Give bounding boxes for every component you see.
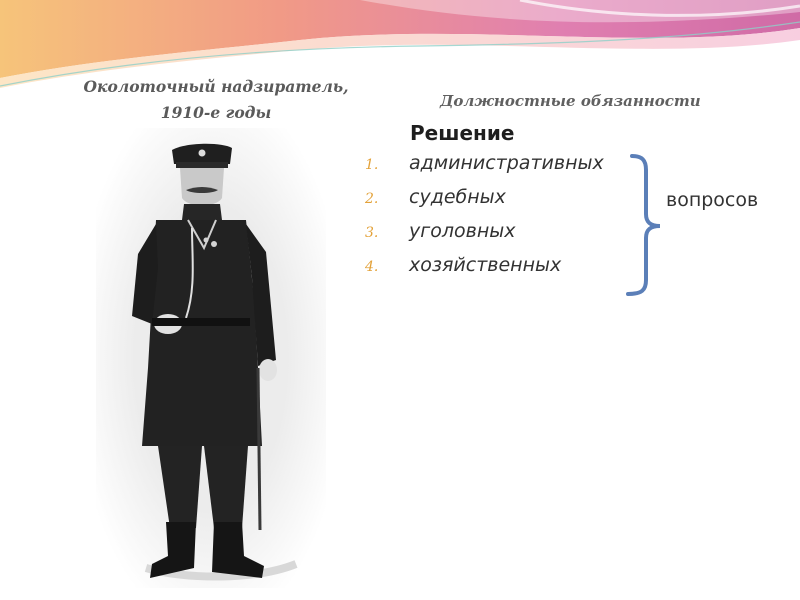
- photo-caption: [60, 74, 372, 126]
- list-text: хозяйственных: [409, 254, 562, 276]
- list-number: 2.: [365, 191, 379, 207]
- caption-line-1: Околоточный надзиратель,: [83, 77, 349, 96]
- list-text: судебных: [409, 186, 506, 208]
- closing-word: вопросов: [666, 189, 759, 211]
- duties-title: Должностные обязанности: [440, 92, 701, 110]
- list-number: 4.: [365, 259, 379, 275]
- right-brace-icon: [622, 152, 668, 298]
- list-text: уголовных: [409, 220, 516, 242]
- caption-line-2: 1910-е годы: [160, 103, 272, 122]
- list-text: административных: [409, 152, 604, 174]
- police-officer-photo: [96, 128, 326, 588]
- list-number: 1.: [365, 157, 379, 173]
- list-number: 3.: [365, 225, 379, 241]
- duties-lead: Решение: [410, 121, 515, 145]
